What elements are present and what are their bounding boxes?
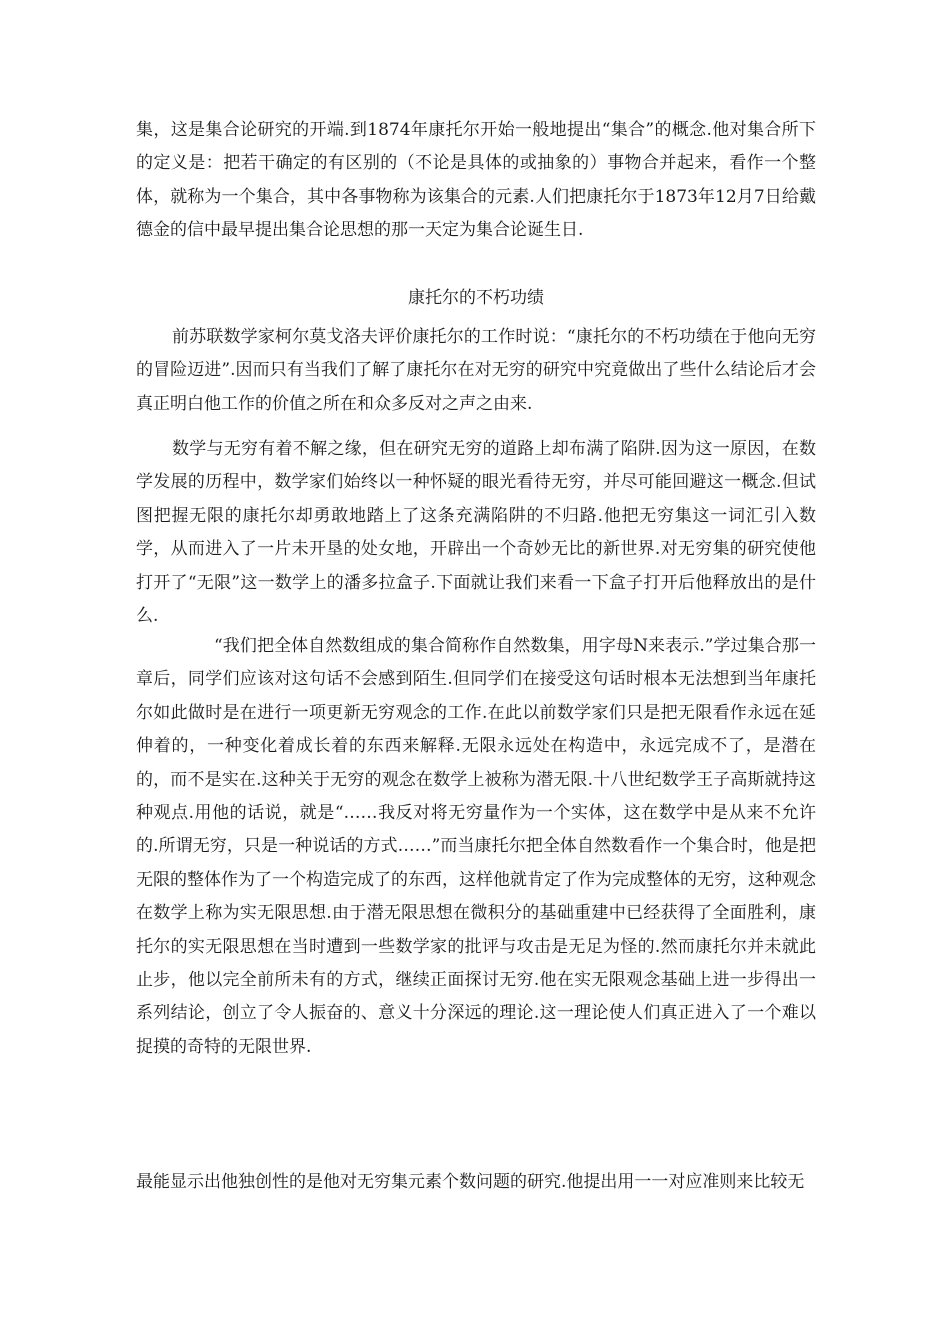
section-title: 康托尔的不朽功绩	[408, 288, 544, 308]
paragraph-pandora: 数学与无穷有着不解之缘，但在研究无穷的道路上却布满了陷阱.因为这一原因，在数学发展的历程中，数学家们始终以一种怀疑的眼光看待无穷，并尽可能回避这一概念.但试图把握无限的康托尔却勇敢地踏上了这条充满陷阱的不归路.他把无穷集这一词汇引入数学，从而进入了一片未开垦的处女地，开辟出一个奇妙无比的新世界.对无穷集的研究使他打开了“无限”这一数学上的潘多拉盒子.下面就让我们来看一下盒子打开后他释放出的是什么.	[136, 439, 816, 627]
paragraph-natural-numbers: “我们把全体自然数组成的集合简称作自然数集，用字母N来表示.”学过集合那一章后，同学们应该对这句话不会感到陌生.但同学们在接受这句话时根本无法想到当年康托尔如此做时是在进行一项更新无穷观念的工作.在此以前数学家们只是把无限看作永远在延伸着的，一种变化着成长着的东西来解释.无限永远处在构造中，永远完成不了，是潜在的，而不是实在.这种关于无穷的观念在数学上被称为潜无限.十八世纪数学王子高斯就持这种观点.用他的话说，就是“……我反对将无穷量作为一个实体，这在数学中是从来不允许的.所谓无穷，只是一种说话的方式……”而当康托尔把全体自然数看作一个集合时，他是把无限的整体作为了一个构造完成了的东西，这样他就肯定了作为完成整体的无穷，这种观念在数学上称为实无限思想.由于潜无限思想在微积分的基础重建中已经获得了全面胜利，康托尔的实无限思想在当时遭到一些数学家的批评与攻击是无足为怪的.然而康托尔并未就此止步，他以完全前所未有的方式，继续正面探讨无穷.他在实无限观念基础上进一步得出一系列结论，创立了令人振奋的、意义十分深远的理论.这一理论使人们真正进入了一个难以捉摸的奇特的无限世界.	[136, 636, 816, 1057]
paragraph-last: 最能显示出他独创性的是他对无穷集元素个数问题的研究.他提出用一一对应准则来比较无	[136, 1172, 805, 1192]
paragraph-intro: 集，这是集合论研究的开端.到1874年康托尔开始一般地提出“集合”的概念.他对集合所下的定义是：把若干确定的有区别的（不论是具体的或抽象的）事物合并起来，看作一个整体，就称为一个集合，其中各事物称为该集合的元素.人们把康托尔于1873年12月7日给戴德金的信中最早提出集合论思想的那一天定为集合论诞生日.	[136, 120, 816, 241]
paragraph-kolmogorov: 前苏联数学家柯尔莫戈洛夫评价康托尔的工作时说：“康托尔的不朽功绩在于他向无穷的冒险迈进”.因而只有当我们了解了康托尔在对无穷的研究中究竟做出了些什么结论后才会真正明白他工作的价值之所在和众多反对之声之由来.	[136, 327, 816, 414]
